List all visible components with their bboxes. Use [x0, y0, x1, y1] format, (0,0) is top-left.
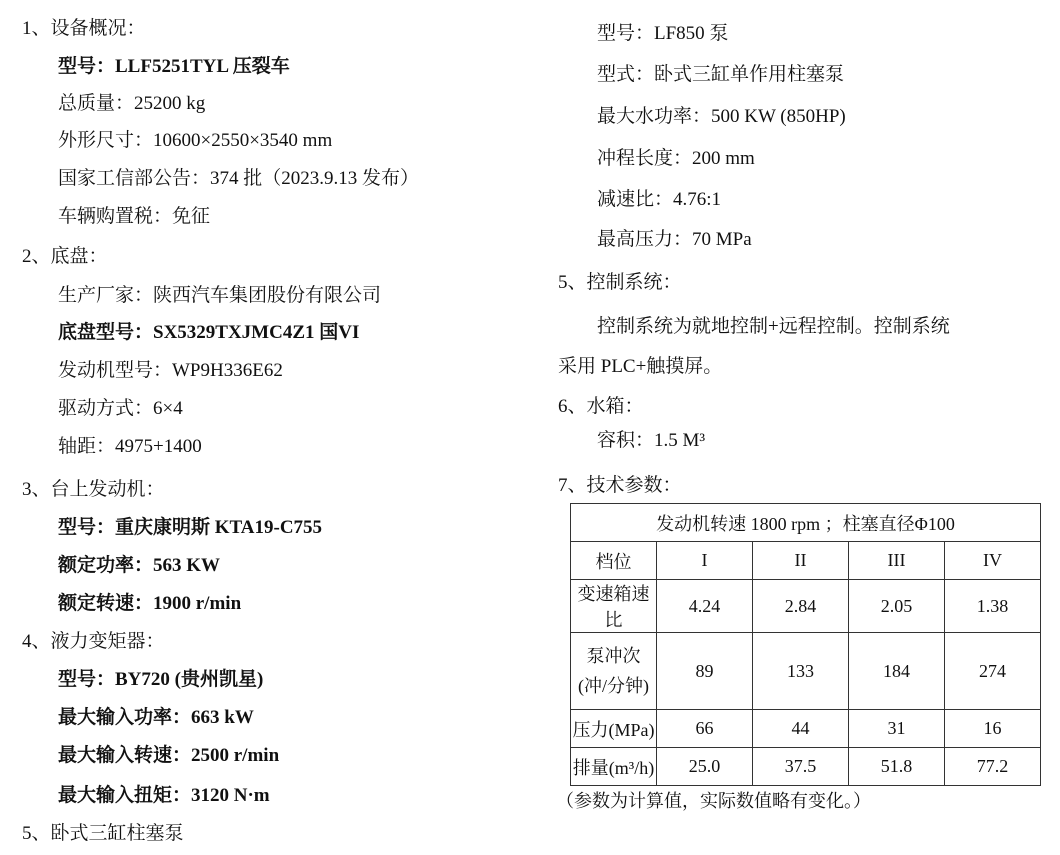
- table-cell: 31: [848, 710, 944, 748]
- cell-line: (冲/分钟): [578, 676, 649, 696]
- table-cell: [571, 633, 657, 710]
- table-cell: 51.8: [848, 748, 944, 786]
- spec-line: 驱动方式：6×4: [58, 398, 183, 419]
- table-cell: 37.5: [752, 748, 848, 786]
- spec-line: 额定转速：1900 r/min: [58, 593, 242, 614]
- tech-params-table: [570, 503, 1041, 786]
- spec-line: 2、底盘：: [22, 246, 108, 267]
- spec-line: 最大输入扭矩：3120 N·m: [58, 785, 270, 806]
- table-cell: 44: [752, 710, 848, 748]
- spec-line: 外形尺寸：10600×2550×3540 mm: [58, 130, 333, 151]
- spec-line: 6、水箱：: [558, 396, 644, 417]
- spec-line: 最大输入转速：2500 r/min: [58, 745, 280, 766]
- spec-line: 最大水功率：500 KW (850HP): [597, 106, 846, 127]
- table-cell: 66: [657, 710, 753, 748]
- spec-line: 1、设备概况：: [22, 18, 146, 39]
- table-row: [571, 710, 1041, 748]
- spec-line: 型号：BY720 (贵州凯星): [58, 669, 264, 690]
- cell-line: 泵冲次: [586, 646, 641, 666]
- table-cell: 2.84: [752, 580, 848, 633]
- spec-line: 减速比：4.76:1: [597, 189, 722, 210]
- spec-line: 型号：LF850 泵: [597, 23, 729, 44]
- spec-line: 底盘型号：SX5329TXJMC4Z1 国VI: [58, 322, 360, 343]
- spec-line: 车辆购置税：免征: [58, 206, 211, 227]
- table-cell: 184: [848, 633, 944, 710]
- spec-line: 7、技术参数：: [558, 475, 682, 496]
- spec-line: 额定功率：563 KW: [58, 555, 221, 576]
- header-cell: 档位: [571, 542, 657, 580]
- table-cell: 压力(MPa): [571, 710, 657, 748]
- table-cell: 25.0: [657, 748, 753, 786]
- spec-line: 国家工信部公告：374 批（2023.9.13 发布）: [58, 168, 420, 189]
- spec-line: 5、卧式三缸柱塞泵: [22, 823, 184, 844]
- table-cell: 1.38: [944, 580, 1040, 633]
- table-cell: 4.24: [657, 580, 753, 633]
- table-cell: 133: [752, 633, 848, 710]
- spec-line: 采用 PLC+触摸屏。: [558, 356, 723, 377]
- table-cell: 274: [944, 633, 1040, 710]
- spec-line: 发动机型号：WP9H336E62: [58, 360, 283, 381]
- table-cell: 2.05: [848, 580, 944, 633]
- table-cell: 变速箱速比: [571, 580, 657, 633]
- table-note: （参数为计算值，实际数值略有变化。）: [556, 791, 871, 811]
- table-row: [571, 748, 1041, 786]
- spec-line: 轴距：4975+1400: [58, 436, 202, 457]
- spec-line: 冲程长度：200 mm: [597, 148, 755, 169]
- spec-line: 型式：卧式三缸单作用柱塞泵: [597, 64, 845, 85]
- header-cell: IV: [944, 542, 1040, 580]
- header-cell: I: [657, 542, 753, 580]
- table-cell: 16: [944, 710, 1040, 748]
- table-caption: 发动机转速 1800 rpm ；柱塞直径Φ100: [571, 504, 1041, 542]
- spec-line: 总质量：25200 kg: [58, 93, 206, 114]
- spec-line: 型号：重庆康明斯 KTA19-C755: [58, 517, 323, 538]
- spec-line: 最大输入功率：663 kW: [58, 707, 254, 728]
- spec-line: 生产厂家：陕西汽车集团股份有限公司: [58, 285, 382, 306]
- table-header-row: [571, 542, 1041, 580]
- table-row: [571, 633, 1041, 710]
- header-cell: III: [848, 542, 944, 580]
- spec-line: 控制系统为就地控制+远程控制。控制系统: [597, 316, 950, 337]
- table-row: [571, 580, 1041, 633]
- spec-line: 型号：LLF5251TYL 压裂车: [58, 56, 290, 77]
- table-cell: 77.2: [944, 748, 1040, 786]
- spec-line: 3、台上发动机：: [22, 479, 165, 500]
- table-cell: 89: [657, 633, 753, 710]
- header-cell: II: [752, 542, 848, 580]
- spec-line: 4、液力变矩器：: [22, 631, 165, 652]
- spec-line: 最高压力：70 MPa: [597, 229, 752, 250]
- table-cell: 排量(m³/h): [571, 748, 657, 786]
- spec-line: 5、控制系统：: [558, 272, 682, 293]
- spec-line: 容积：1.5 M³: [597, 430, 706, 451]
